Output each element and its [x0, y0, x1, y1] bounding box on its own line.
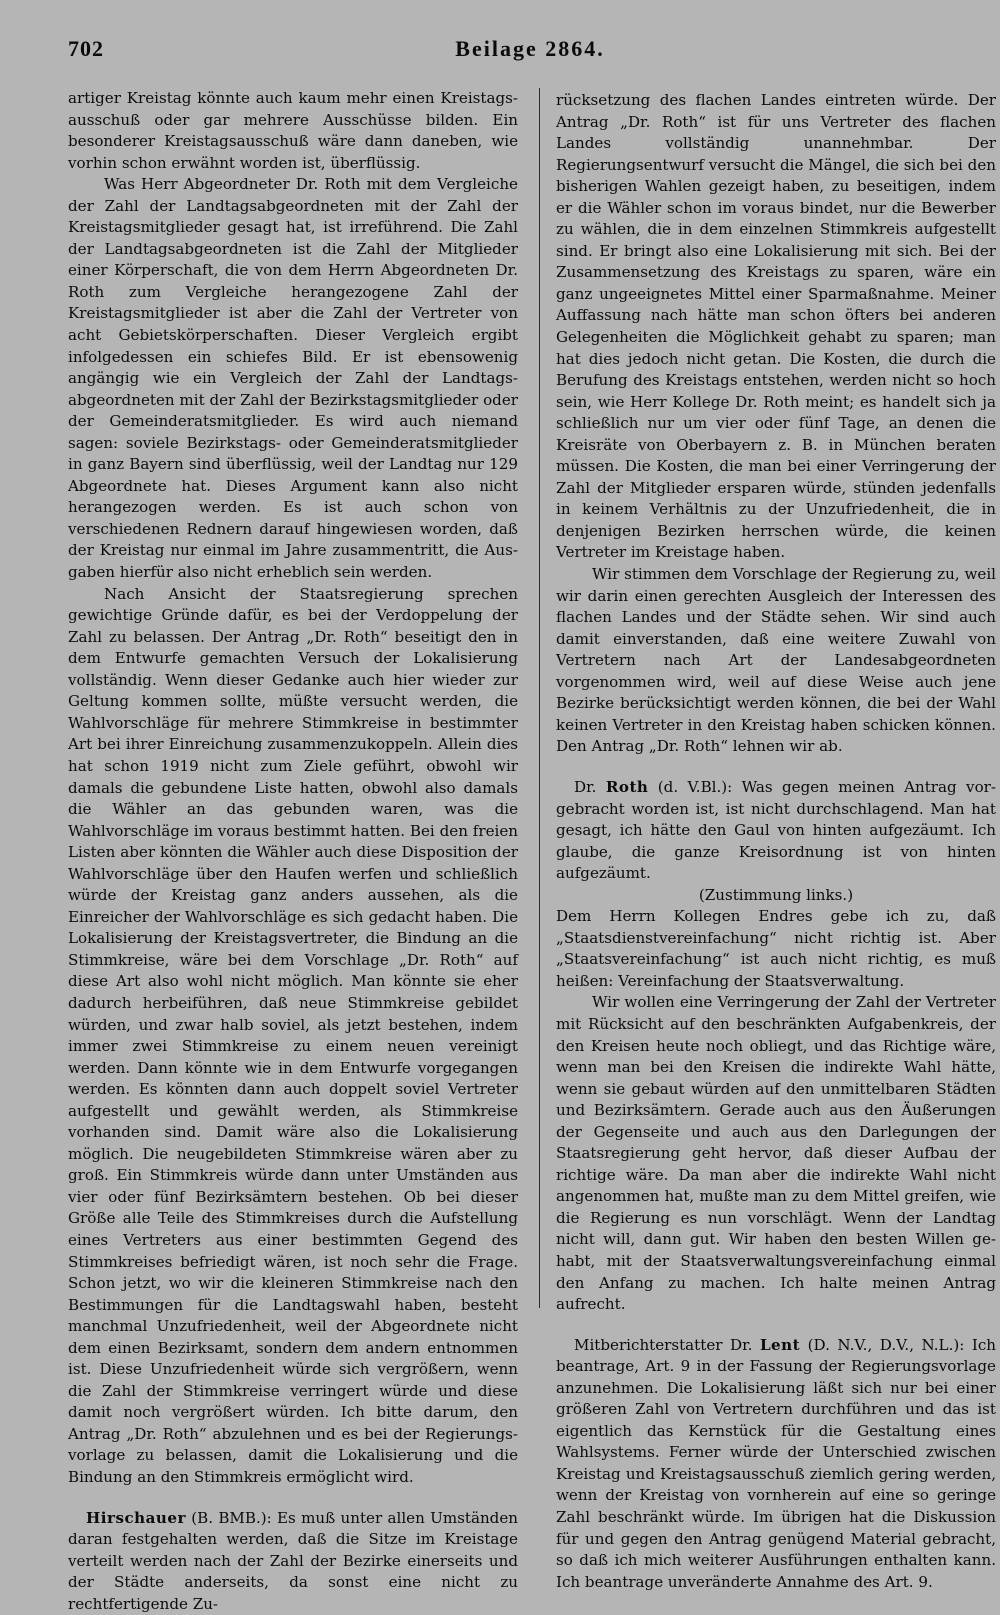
speaker-name: Lent	[759, 1335, 801, 1354]
speech-text: (B. BMB.): Es muß unter allen Umständen daran festgehalten werden, daß die Sitze im Kreistage verteilt werden nach der Zahl der Bezirke einerseits und der Städte anderseits, da sonst eine nicht zu rechtfertigende Zu-	[68, 1508, 518, 1613]
speech-paragraph	[556, 777, 996, 885]
speech-text: (D. N.V., D.V., N.L.): Ich beantrage, Art. 9 in der Fassung der Regierungsvorlage anzunehmen. Die Lokalisierung läßt sich nur bei einer größeren Zahl von Vertretern durchführen und das ist eigentlich das Kernstück für die Gestaltung eines Wahlsystems. Ferner würde der Unterschied zwischen Kreistag und Kreistagsausschuß ziemlich gering werden, wenn der Kreistag von vornherein auf eine so geringe Zahl beschränkt würde. Im übrigen hat die Diskussion für und gegen den Antrag genügend Material gebracht, so daß ich mich weiterer Ausführungen enthalten kann. Ich beantrage unveränderte Annahme des Art. 9.	[556, 1335, 996, 1591]
interjection: (Zustimmung links.)	[698, 885, 854, 904]
speech-paragraph	[556, 1335, 996, 1594]
paragraph: Wir wollen eine Verringerung der Zahl der Vertreter mit Rücksicht auf den beschränkten Aufgabenkreis, der den Kreisen heute noch obliegt, und das Richtige wäre, wenn man bei den Kreisen die indirekte Wahl hätte, wenn sie gebaut würden auf den unmittelbaren Städten und Bezirksämtern. Gerade auch aus den Äußerungen der Gegenseite und auch aus den Darlegungen der Staatsregierung geht hervor, daß dieser Aufbau der richtige wäre. Da man aber die indirekte Wahl nicht angenommen hat, mußte man zu dem Mittel greifen, wie die Regierung es nun vorschlägt. Wenn der Landtag nicht will, dann gut. Wir haben den besten Willen gehabt, mit der Staatsverwaltungsvereinfachung einmal den Anfang zu machen. Ich halte meinen Antrag aufrecht.	[556, 993, 996, 1314]
paragraph: Wir stimmen dem Vorschlage der Regierung zu, weil wir darin einen gerechten Ausgleich der Interessen des flachen Landes und der Städte sehen. Wir sind auch damit einverstanden, daß eine weitere Zuwahl von Vertretern nach Art der Landesabgeordneten vorgenommen wird, weil auf diese Weise auch jene Bezirke berücksichtigt werden können, die bei der Wahl keinen Vertreter in den Kreistag haben schicken können. Den Antrag „Dr. Roth“ lehnen wir ab.	[556, 565, 996, 756]
speaker-prefix: Mitberichterstatter Dr.	[574, 1335, 760, 1354]
paragraph: Was Herr Abgeordneter Dr. Roth mit dem Vergleiche der Zahl der Landtagsabgeordneten mit der Zahl der Kreistagsmitglieder gesagt hat, ist irreführend. Die Zahl der Landtagsabgeordneten ist die Zahl der Mitglieder einer Körperschaft, die von dem Herrn Abgeordneten Dr. Roth zum Vergleiche herangezogene Zahl der Kreistagsmitglieder ist aber die Zahl der Vertreter von acht Gebietskörperschaften. Dieser Vergleich ergibt infolgedessen ein schiefes Bild. Er ist ebensowenig angängig wie ein Vergleich der Zahl der Landtagsabgeordneten mit der Zahl der Bezirkstagsmitglieder oder der Gemeinderatsmitglieder. Es wird auch niemand sagen: soviele Bezirkstags- oder Gemeinderatsmitglieder in ganz Bayern sind überflüssig, weil der Landtag nur 129 Abgeordnete hat. Dieses Argument kann also nicht herangezogen werden. Es ist auch schon von verschiedenen Rednern darauf hingewiesen worden, daß der Kreistag nur einmal im Jahre zusammentritt, die Ausgaben hierfür also nicht erheblich sein werden.	[68, 175, 518, 582]
paragraph: artiger Kreistag könnte auch kaum mehr einen Kreistagsausschuß oder gar mehrere Ausschüsse bilden. Ein besonderer Kreistagsausschuß wäre dann daneben, wie vorhin schon erwähnt worden ist, überflüssig.	[68, 89, 518, 172]
speech-text: (d. V.Bl.): Was gegen meinen Antrag vorgebracht worden ist, ist nicht durchschlagend. Man hat gesagt, ich hätte den Gaul von hinten aufgezäumt. Ich glaube, die ganze Kreisordnung ist von hinten aufgezäumt.	[556, 777, 996, 883]
speech-paragraph	[68, 1508, 518, 1615]
column-divider	[539, 88, 540, 1308]
speaker-name: Roth	[605, 777, 649, 796]
right-column	[556, 90, 996, 1593]
page-number: 702	[68, 36, 104, 61]
paragraph: Nach Ansicht der Staatsregierung sprechen gewichtige Gründe dafür, es bei der Verdoppelung der Zahl zu belassen. Der Antrag „Dr. Roth“ beseitigt den in dem Entwurfe gemachten Versuch der Lokalisierung vollständig. Wenn dieser Gedanke auch hier wieder zur Geltung kommen sollte, müßte versucht werden, die Wahlvorschläge für mehrere Stimmkreise in bestimmter Art bei ihrer Einreichung zusammenzukoppeln. Allein dies hat schon 1919 nicht zum Ziele geführt, obwohl wir damals die gebundene Liste hatten, obwohl also damals die Wähler an das gebunden waren, was die Wahlvorschläge im voraus bestimmt hatten. Bei den freien Listen aber könnten die Wähler auch diese Disposition der Wahlvorschläge über den Haufen werfen und schließlich würde der Kreistag ganz anders aussehen, als die Einreicher der Wahlvorschläge es sich gedacht haben. Die Lokalisierung der Kreistagsvertreter, die Bindung an die Stimmkreise, wäre bei dem Vorschlage „Dr. Roth“ auf diese Art also wohl nicht möglich. Man könnte sie eher dadurch herbeiführen, daß neue Stimmkreise gebildet würden, und zwar halb soviel, als jetzt bestehen, indem immer zwei Stimmkreise zu einem neuen vereinigt werden. Dann könnte wie in dem Entwurfe vorgegangen werden. Es könnten dann auch doppelt soviel Vertreter aufgestellt und gewählt werden, als Stimmkreise vorhanden sind. Damit wäre also die Lokalisierung möglich. Die neugebildeten Stimmkreise wären aber zu groß. Ein Stimmkreis würde dann unter Umständen aus vier oder fünf Bezirksämtern bestehen. Ob bei dieser Größe alle Teile des Stimmkreises durch die Aufstellung eines Vertreters aus einer bestimmten Gegend des Stimmkreises befriedigt wären, ist noch sehr die Frage. Schon jetzt, wo wir die kleineren Stimmkreise nach den Bestimmungen für die Landtagswahl haben, besteht manchmal Unzufriedenheit, weil der Abgeordnete nicht dem einen Bezirksamt, sondern dem andern entnommen ist. Diese Unzufriedenheit würde sich vergrößern, wenn die Zahl der Stimmkreise verringert würde und diese damit noch vergrößert würden. Ich bitte darum, den Antrag „Dr. Roth“ abzulehnen und es bei der Regierungsvorlage zu belassen, damit die Lokalisierung und die Bindung an den Stimmkreis ermöglicht wird.	[68, 584, 518, 1486]
paragraph: rücksetzung des flachen Landes eintreten würde. Der Antrag „Dr. Roth“ ist für uns Vertreter des flachen Landes vollständig unannehmbar. Der Regierungsentwurf versucht die Mängel, die sich bei den bisherigen Wahlen gezeigt haben, zu beseitigen, indem er die Wähler schon im voraus bindet, nur die Bewerber zu wählen, die in dem einzelnen Stimmkreis aufgestellt sind. Er bringt also eine Lokalisierung mit sich. Bei der Zusammensetzung des Kreistags zu sparen, wäre ein ganz ungeeignetes Mittel einer Sparmaßnahme. Meiner Auffassung nach hätte man schon öfters bei anderen Gelegenheiten die Möglichkeit gehabt zu sparen; man hat dies jedoch nicht getan. Die Kosten, die durch die Berufung des Kreistags entstehen, werden nicht so hoch sein, wie Herr Kollege Dr. Roth meint; es handelt sich ja schließlich nur um vier oder fünf Tage, an denen die Kreisräte von Oberbayern z. B. in München beraten müssen. Die Kosten, die man bei einer Verringerung der Zahl der Mitglieder ersparen würde, stünden jedenfalls in keinem Verhältnis zu der Unzufriedenheit, die in denjenigen Bezirken herrschen würde, die keinen Vertreter im Kreistage haben.	[556, 91, 996, 562]
speaker-prefix: Dr.	[574, 777, 606, 796]
left-column	[68, 88, 518, 1615]
paragraph: Dem Herrn Kollegen Endres gebe ich zu, daß „Staatsdienstvereinfachung“ nicht richtig ist. Aber „Staatsvereinfachung“ ist auch nicht richtig, es muß heißen: Vereinfachung der Staatsverwaltung.	[556, 907, 996, 990]
speaker-name: Hirschauer	[86, 1508, 186, 1527]
page-header-title: Beilage 2864.	[455, 36, 605, 61]
